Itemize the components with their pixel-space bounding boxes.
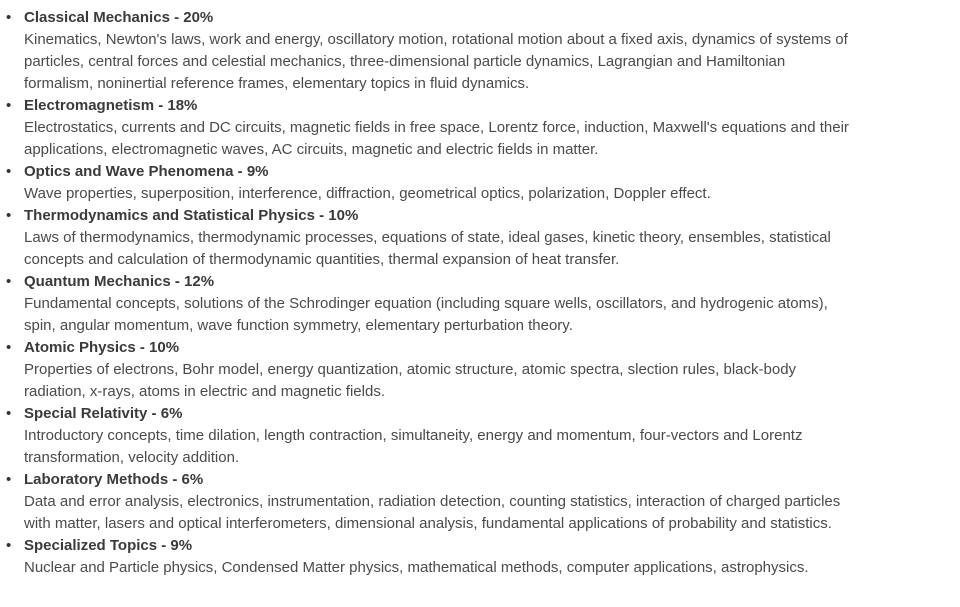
- topic-description: Nuclear and Particle physics, Condensed Matter physics, mathematical methods, computer applications, astrophysics.: [24, 559, 809, 576]
- list-item: [0, 7, 854, 95]
- list-item: [0, 161, 854, 205]
- topic-title: Thermodynamics and Statistical Physics - 10%: [24, 207, 359, 224]
- list-item: [0, 337, 854, 403]
- bullet-icon: •: [6, 537, 12, 554]
- list-item: [0, 205, 854, 271]
- topic-title: Atomic Physics - 10%: [24, 339, 180, 356]
- topic-title: Laboratory Methods - 6%: [24, 471, 204, 488]
- list-item: [0, 535, 854, 579]
- topic-title: Optics and Wave Phenomena - 9%: [24, 163, 269, 180]
- topic-description: Fundamental concepts, solutions of the Schrodinger equation (including square wells, oscillators, and hydrogenic atoms), spin, angular momentum, wave function symmetry, elementary perturbation theory.: [24, 295, 828, 334]
- bullet-icon: •: [6, 9, 12, 26]
- topic-title: Special Relativity - 6%: [24, 405, 183, 422]
- topic-description: Wave properties, superposition, interference, diffraction, geometrical optics, polarization, Doppler effect.: [24, 185, 711, 202]
- topic-title: Electromagnetism - 18%: [24, 97, 198, 114]
- list-item: [0, 271, 854, 337]
- topic-title: Specialized Topics - 9%: [24, 537, 193, 554]
- bullet-icon: •: [6, 471, 12, 488]
- list-item: [0, 95, 854, 161]
- topic-description: Kinematics, Newton's laws, work and energy, oscillatory motion, rotational motion about a fixed axis, dynamics of systems of particles, central forces and celestial mechanics, three-dimensional particle dynamics, Lagrangian and Hamiltonian formalism, noninertial reference frames, elementary topics in fluid dynamics.: [24, 31, 848, 92]
- bullet-icon: •: [6, 405, 12, 422]
- list-item: [0, 469, 854, 535]
- topic-description: Properties of electrons, Bohr model, energy quantization, atomic structure, atomic spectra, slection rules, black-body radiation, x-rays, atoms in electric and magnetic fields.: [24, 361, 797, 400]
- topic-title: Quantum Mechanics - 12%: [24, 273, 215, 290]
- list-item: [0, 403, 854, 469]
- bullet-icon: •: [6, 163, 12, 180]
- bullet-icon: •: [6, 207, 12, 224]
- bullet-icon: •: [6, 97, 12, 114]
- topic-description: Electrostatics, currents and DC circuits, magnetic fields in free space, Lorentz force, induction, Maxwell's equations and their applications, electromagnetic waves, AC circuits, magnetic and electric fields in matter.: [24, 119, 849, 158]
- topic-description: Data and error analysis, electronics, instrumentation, radiation detection, counting statistics, interaction of charged particles with matter, lasers and optical interferometers, dimensional analysis, fundamental applications of probability and statistics.: [24, 493, 841, 532]
- topic-title: Classical Mechanics - 20%: [24, 9, 214, 26]
- bullet-icon: •: [6, 273, 12, 290]
- topic-description: Introductory concepts, time dilation, length contraction, simultaneity, energy and momentum, four-vectors and Lorentz transformation, velocity addition.: [24, 427, 803, 466]
- bullet-icon: •: [6, 339, 12, 356]
- topic-description: Laws of thermodynamics, thermodynamic processes, equations of state, ideal gases, kinetic theory, ensembles, statistical concepts and calculation of thermodynamic quantities, thermal expansion of heat transfer.: [24, 229, 831, 268]
